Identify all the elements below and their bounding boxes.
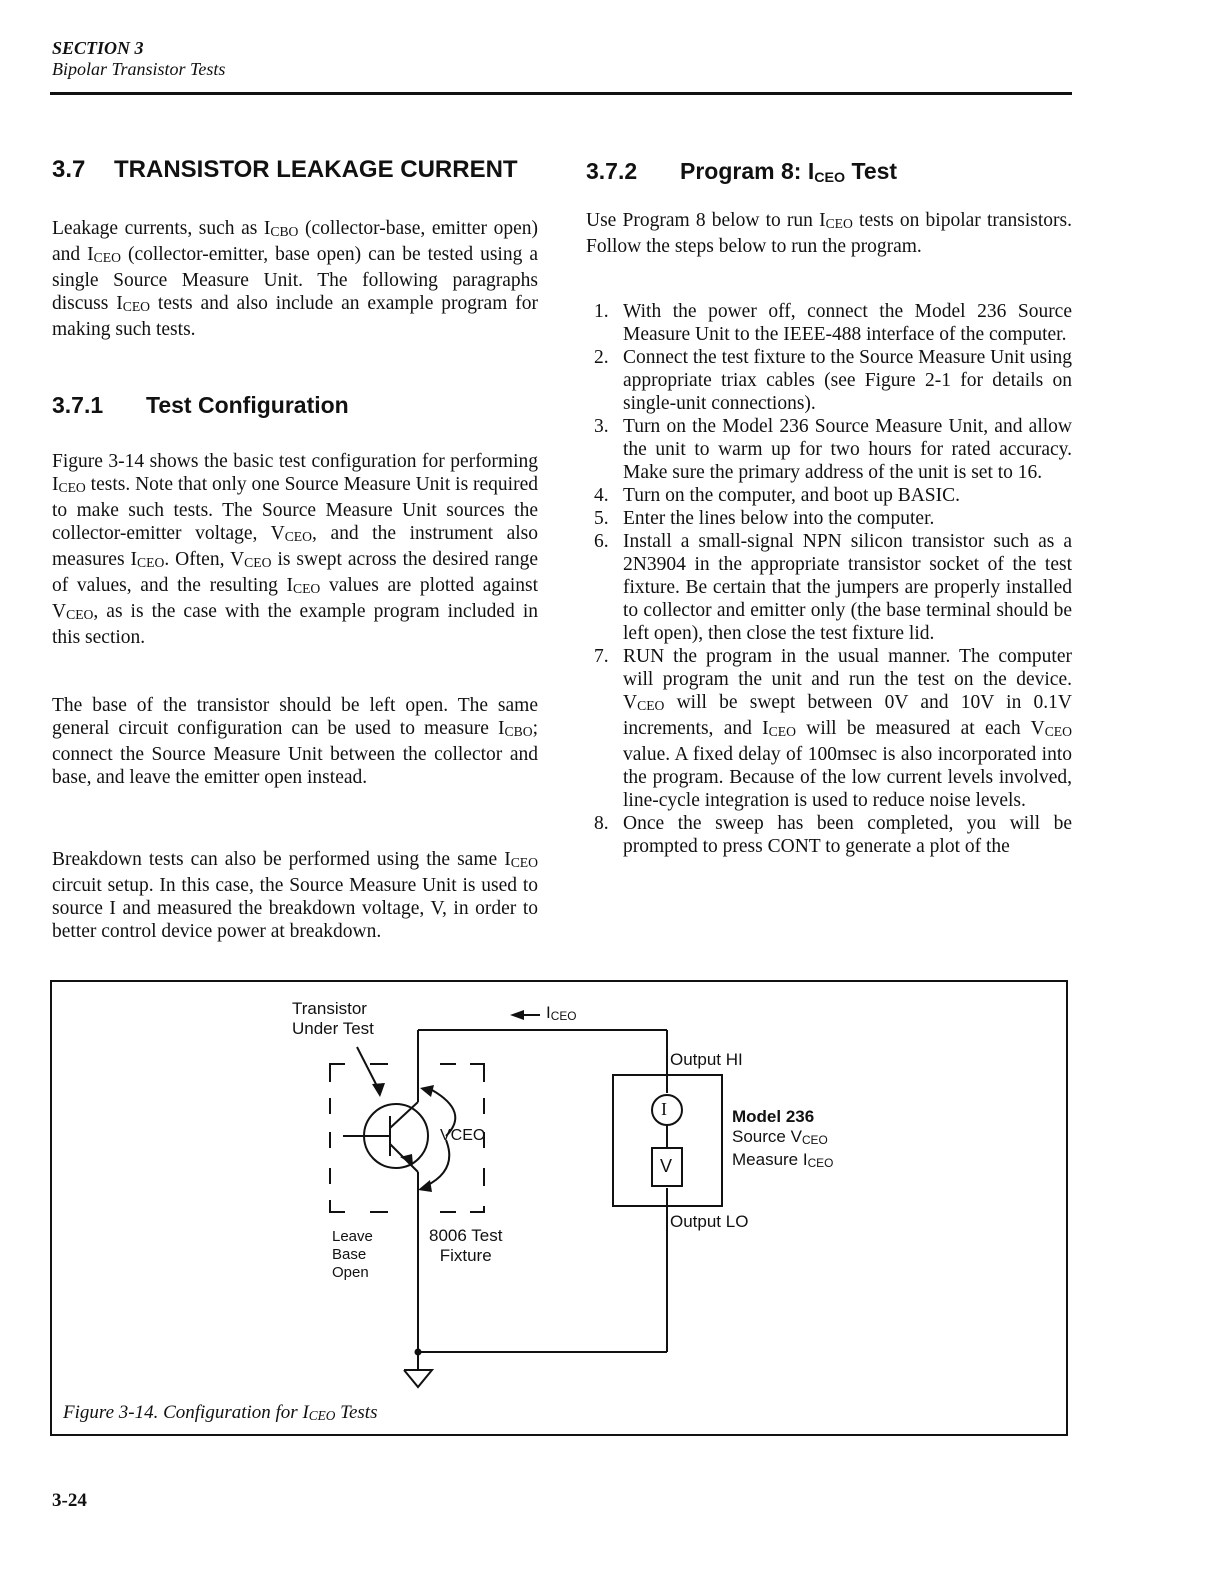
measure-sub: CEO xyxy=(807,1155,834,1170)
paragraph-base-open: The base of the transistor should be left open. The same general circuit configuration can be used to measure ICBO; connect the Source Measure Unit between the collector and base, and leave the emitter open instead. xyxy=(52,695,538,789)
junction-dot xyxy=(415,1349,422,1356)
heading-number: 3.7 xyxy=(52,156,86,183)
iceo-label-sub: CEO xyxy=(550,1008,577,1023)
output-lo-label: Output LO xyxy=(670,1212,749,1231)
vceo-label xyxy=(440,1126,485,1146)
vceo-arrowhead-top xyxy=(420,1085,434,1097)
vceo-label-sub: CEO xyxy=(450,1127,486,1144)
vceo-label-main: V xyxy=(440,1127,451,1144)
vceo-arrowhead-bottom xyxy=(418,1180,432,1192)
heading-title-sub: CEO xyxy=(814,169,846,186)
step-text: Turn on the computer, and boot up BASIC. xyxy=(623,485,961,506)
step-text: Enter the lines below into the computer. xyxy=(623,508,935,529)
output-hi-label: Output HI xyxy=(670,1050,743,1069)
step-text: RUN the program in the usual manner. The computer will program the unit and run the test on the device. VCEO will be swept between 0V and 10V in 0.1V increments, and ICEO will be measured at each VCEO value. A fixed delay of 100msec is also incorporated into the program. Because of the low current levels involved, line-cycle integration is used to reduce noise levels. xyxy=(623,646,1072,812)
step-number: 4. xyxy=(594,485,609,506)
step-number: 5. xyxy=(594,508,609,529)
heading-title-prefix: Program 8: I xyxy=(680,158,815,184)
step-number: 6. xyxy=(594,531,609,552)
heading-number: 3.7.1 xyxy=(52,392,104,418)
iceo-label-main: I xyxy=(546,1003,551,1022)
fixture-1: 8006 Test xyxy=(429,1226,503,1245)
transistor-label-1: Transistor xyxy=(292,999,367,1018)
step-text: Connect the test fixture to the Source Measure Unit using appropriate triax cables (see Figure 2-1 for details on single-unit connections). xyxy=(623,347,1072,414)
header-section: SECTION 3 xyxy=(52,38,144,58)
fixture-label xyxy=(429,1226,502,1266)
ground-icon xyxy=(404,1370,432,1387)
fixture-2: Fixture xyxy=(439,1246,492,1265)
meter-v-label: V xyxy=(660,1156,673,1176)
transistor-label-2: Under Test xyxy=(292,1019,374,1038)
model-block xyxy=(732,1107,833,1173)
measure-line xyxy=(732,1150,833,1173)
vceo-arc-bottom xyxy=(426,1140,449,1186)
figure-caption xyxy=(63,1402,377,1424)
source-label: Source V xyxy=(732,1127,802,1146)
caption-suffix: Tests xyxy=(335,1402,378,1423)
fixture-corner-tr xyxy=(470,1064,484,1082)
fixture-corner-tl xyxy=(330,1064,345,1082)
step-number: 7. xyxy=(594,646,609,667)
measure-label: Measure I xyxy=(732,1149,808,1169)
heading-title: Test Configuration xyxy=(146,392,349,418)
meter-i-label: I xyxy=(661,1099,667,1119)
fixture-corner-bl xyxy=(330,1200,345,1212)
transistor-label xyxy=(292,999,374,1039)
step-number: 8. xyxy=(594,813,609,835)
pointer-arrowhead xyxy=(372,1083,385,1097)
leave-base-open-label xyxy=(332,1228,373,1282)
page-number: 3-24 xyxy=(52,1490,87,1511)
step-text: Install a small-signal NPN silicon transistor such as a 2N3904 in the appropriate transistor socket of the test fixture. Be certain that the jumpers are properly installed to collector and emitter only (the base terminal should be left open), then close the test fixture lid. xyxy=(623,531,1072,644)
step-number: 2. xyxy=(594,347,609,368)
step-text: Once the sweep has been completed, you will be prompted to press CONT to generate a plot of the xyxy=(623,813,1072,858)
step-text: With the power off, connect the Model 236 Source Measure Unit to the IEEE-488 interface of the computer. xyxy=(623,301,1072,345)
leave-3: Open xyxy=(332,1264,369,1281)
heading-number: 3.7.2 xyxy=(586,158,638,184)
leave-1: Leave xyxy=(332,1228,373,1245)
fixture-corner-br xyxy=(470,1206,484,1212)
paragraph-leakage-intro: Leakage currents, such as ICBO (collector-base, emitter open) and ICEO (collector-emitter, base open) can be tested using a single Source Measure Unit. The following paragraphs discuss ICEO tests and also include an example program for making such tests. xyxy=(52,218,538,341)
heading-title-suffix: Test xyxy=(845,158,898,184)
caption-sub: CEO xyxy=(308,1407,336,1423)
step-number: 3. xyxy=(594,416,609,437)
current-meter-icon xyxy=(652,1095,682,1125)
source-sub: CEO xyxy=(801,1132,828,1147)
header-subtitle: Bipolar Transistor Tests xyxy=(52,59,226,79)
iceo-label xyxy=(546,1003,577,1026)
source-line xyxy=(732,1127,833,1150)
step-number: 1. xyxy=(594,301,609,322)
leave-2: Base xyxy=(332,1246,367,1263)
model-title: Model 236 xyxy=(732,1107,815,1126)
paragraph-program8-intro: Use Program 8 below to run ICEO tests on bipolar transistors. Follow the steps below to run the program. xyxy=(586,210,1072,258)
paragraph-breakdown: Breakdown tests can also be performed using the same ICEO circuit setup. In this case, the Source Measure Unit is used to source I and measured the breakdown voltage, V, in order to better control device power at breakdown. xyxy=(52,849,538,943)
caption-prefix: Figure 3-14. Configuration for I xyxy=(63,1402,309,1423)
step-text: Turn on the Model 236 Source Measure Unit, and allow the unit to warm up for two hours for rated accuracy. Make sure the primary address of the unit is set to 16. xyxy=(623,416,1072,483)
paragraph-test-config: Figure 3-14 shows the basic test configuration for performing ICEO tests. Note that only one Source Measure Unit is required to make such tests. The Source Measure Unit sources the collector-emitter voltage, VCEO, and the instrument also measures ICEO. Often, VCEO is swept across the desired range of values, and the resulting ICEO values are plotted against VCEO, as is the case with the example program included in this section. xyxy=(52,451,538,649)
heading-title: TRANSISTOR LEAKAGE CURRENT xyxy=(114,156,518,183)
